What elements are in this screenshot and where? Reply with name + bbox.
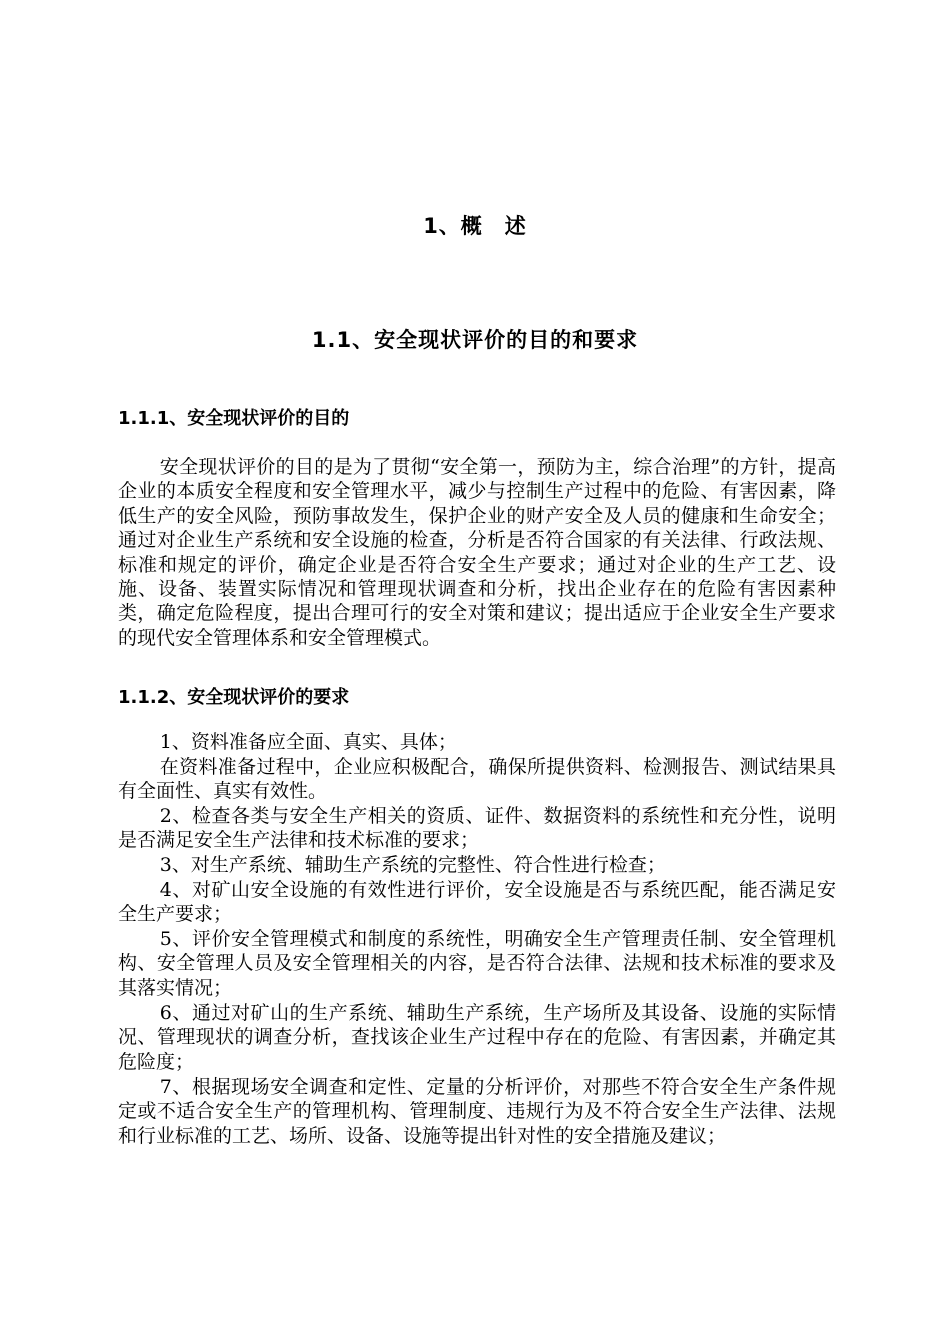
requirement-item-6: 6、通过对矿山的生产系统、辅助生产系统，生产场所及其设备、设施的实际情况、管理现状的调查分析，查找该企业生产过程中存在的危险、有害因素，并确定其危险度； xyxy=(118,1002,836,1073)
requirement-item-5: 5、评价安全管理模式和制度的系统性，明确安全生产管理责任制、安全管理机构、安全管理人员及安全管理相关的内容，是否符合法律、法规和技术标准的要求及其落实情况； xyxy=(118,928,836,999)
subsection-title-purpose: 1.1.1、安全现状评价的目的 xyxy=(118,408,350,429)
chapter-title: 1、概 述 xyxy=(423,214,527,238)
section-title: 1.1、安全现状评价的目的和要求 xyxy=(311,328,639,352)
requirement-item-2: 2、检查各类与安全生产相关的资质、证件、数据资料的系统性和充分性，说明是否满足安全生产法律和技术标准的要求； xyxy=(118,805,836,852)
purpose-paragraph: 安全现状评价的目的是为了贯彻“安全第一，预防为主，综合治理”的方针，提高企业的本质安全程度和安全管理水平，减少与控制生产过程中的危险、有害因素，降低生产的安全风险，预防事故发生，保护企业的财产安全及人员的健康和生命安全；通过对企业生产系统和安全设施的检查，分析是否符合国家的有关法律、行政法规、标准和规定的评价，确定企业是否符合安全生产要求；通过对企业的生产工艺、设施、设备、装置实际情况和管理现状调查和分析，找出企业存在的危险有害因素种类，确定危险程度，提出合理可行的安全对策和建议；提出适应于企业安全生产要求的现代安全管理体系和安全管理模式。 xyxy=(118,456,836,649)
requirement-item-3: 3、对生产系统、辅助生产系统的完整性、符合性进行检查； xyxy=(159,854,666,876)
requirement-item-7: 7、根据现场安全调查和定性、定量的分析评价，对那些不符合安全生产条件规定或不适合安全生产的管理机构、管理制度、违规行为及不符合安全生产法律、法规和行业标准的工艺、场所、设备、设施等提出针对性的安全措施及建议； xyxy=(118,1076,836,1147)
subsection-title-requirements: 1.1.2、安全现状评价的要求 xyxy=(118,687,350,708)
requirement-item-1-detail: 在资料准备过程中，企业应积极配合，确保所提供资料、检测报告、测试结果具有全面性、真实有效性。 xyxy=(118,756,836,803)
requirement-item-1: 1、资料准备应全面、真实、具体； xyxy=(159,731,457,753)
requirement-item-4: 4、对矿山安全设施的有效性进行评价，安全设施是否与系统匹配，能否满足安全生产要求； xyxy=(118,879,836,926)
